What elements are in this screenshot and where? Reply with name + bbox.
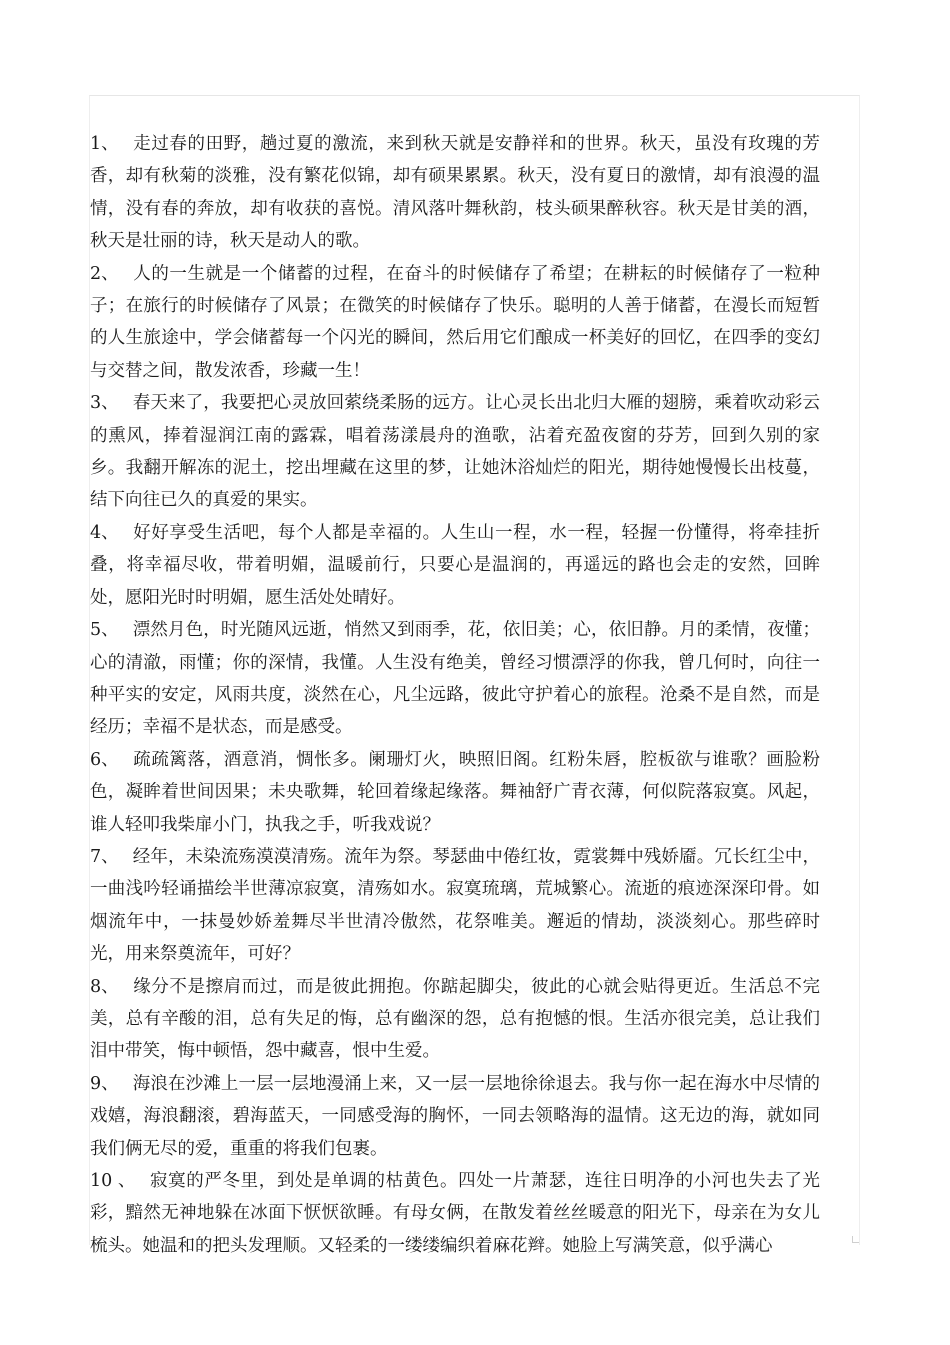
page-corner-mark [852,1236,859,1243]
paragraph-2 [90,258,820,388]
paragraph-8 [90,971,820,1068]
paragraph-text: 人的一生就是一个储蓄的过程，在奋斗的时候储存了希望；在耕耘的时候储存了一粒种子；在旅行的时候储存了风景；在微笑的时候储存了快乐。聪明的人善于储蓄，在漫长而短暂的人生旅途中，学会储蓄每一个闪光的瞬间，然后用它们酿成一杯美好的回忆，在四季的变幻与交替之间，散发浓香，珍藏一生！ [90,263,820,381]
paragraph-4 [90,517,820,614]
paragraph-1 [90,128,820,258]
paragraph-10 [90,1165,820,1262]
paragraph-3 [90,387,820,517]
paragraph-text: 春天来了，我要把心灵放回萦绕柔肠的远方。让心灵长出北归大雁的翅膀，乘着吹动彩云的熏风，捧着湿润江南的露霖，唱着荡漾晨舟的渔歌，沾着充盈夜窗的芬芳，回到久别的家乡。我翻开解冻的泥土，挖出埋藏在这里的梦，让她沐浴灿烂的阳光，期待她慢慢长出枝蔓，结下向往已久的真爱的果实。 [90,393,820,511]
paragraph-text: 疏疏篱落，酒意消，惆怅多。阑珊灯火，映照旧阁。红粉朱唇，腔板欲与谁歌？画脸粉色，凝眸着世间因果；未央歌舞，轮回着缘起缘落。舞袖舒广青衣薄，何似院落寂寞。风起，谁人轻叩我柴扉小门，执我之手，听我戏说？ [90,749,820,835]
paragraph-number: 1、 [90,134,119,154]
paragraph-number: 8、 [90,976,119,997]
paragraph-text: 寂寞的严冬里，到处是单调的枯黄色。四处一片萧瑟，连往日明净的小河也失去了光彩，黯然无神地躲在冰面下恹恹欲睡。有母女俩，在散发着丝丝暖意的阳光下，母亲在为女儿梳头。她温和的把头发理顺。又轻柔的一缕缕编织着麻花辫。她脸上写满笑意，似乎满心 [90,1171,820,1256]
paragraph-text: 海浪在沙滩上一层一层地漫涌上来，又一层一层地徐徐退去。我与你一起在海水中尽情的戏嬉，海浪翻滚，碧海蓝天，一同感受海的胸怀，一同去领略海的温情。这无边的海，就如同我们俩无尽的爱，重重的将我们包裹。 [90,1073,820,1159]
paragraph-number: 5、 [90,620,119,641]
paragraph-text: 漂然月色，时光随风远逝，悄然又到雨季，花，依旧美；心，依旧静。月的柔情，夜懂；心的清澈，雨懂；你的深情，我懂。人生没有绝美，曾经习惯漂浮的你我，曾几何时，向往一种平实的安定，风雨共度，淡然在心，凡尘远路，彼此守护着心的旅程。沧桑不是自然，而是经历；幸福不是状态，而是感受。 [90,620,820,738]
paragraph-5 [90,614,820,744]
document-body [90,128,820,1262]
paragraph-number: 9、 [90,1073,119,1094]
paragraph-text: 缘分不是擦肩而过，而是彼此拥抱。你踮起脚尖，彼此的心就会贴得更近。生活总不完美，总有辛酸的泪，总有失足的悔，总有幽深的怨，总有抱憾的恨。生活亦很完美，总让我们泪中带笑，悔中顿悟，怨中藏喜，恨中生爱。 [90,976,820,1062]
paragraph-number: 7、 [90,846,119,867]
paragraph-7 [90,841,820,971]
paragraph-text: 走过春的田野，趟过夏的激流，来到秋天就是安静祥和的世界。秋天，虽没有玫瑰的芳香，却有秋菊的淡雅，没有繁花似锦，却有硕果累累。秋天，没有夏日的激情，却有浪漫的温情，没有春的奔放，却有收获的喜悦。清风落叶舞秋韵，枝头硕果醉秋容。秋天是甘美的酒，秋天是壮丽的诗，秋天是动人的歌。 [90,134,820,252]
paragraph-number: 3、 [90,393,119,414]
paragraph-6 [90,744,820,841]
paragraph-number: 2、 [90,263,119,284]
paragraph-text: 经年，未染流殇漠漠清殇。流年为祭。琴瑟曲中倦红妆，霓裳舞中残娇靥。冗长红尘中，一曲浅吟轻诵描绘半世薄凉寂寞，清殇如水。寂寞琉璃，荒城繁心。流逝的痕迹深深印骨。如烟流年中，一抹曼妙娇羞舞尽半世清冷傲然，花祭唯美。邂逅的情劫，淡淡刻心。那些碎时光，用来祭奠流年，可好？ [90,846,820,965]
paragraph-number: 10 、 [90,1171,136,1191]
paragraph-number: 6、 [90,749,119,770]
paragraph-number: 4、 [90,522,119,543]
paragraph-text: 好好享受生活吧，每个人都是幸福的。人生山一程，水一程，轻握一份懂得，将牵挂折叠，将幸福尽收，带着明媚，温暖前行，只要心是温润的，再遥远的路也会走的安然，回眸处，愿阳光时时明媚，愿生活处处晴好。 [90,522,820,608]
paragraph-9 [90,1068,820,1165]
